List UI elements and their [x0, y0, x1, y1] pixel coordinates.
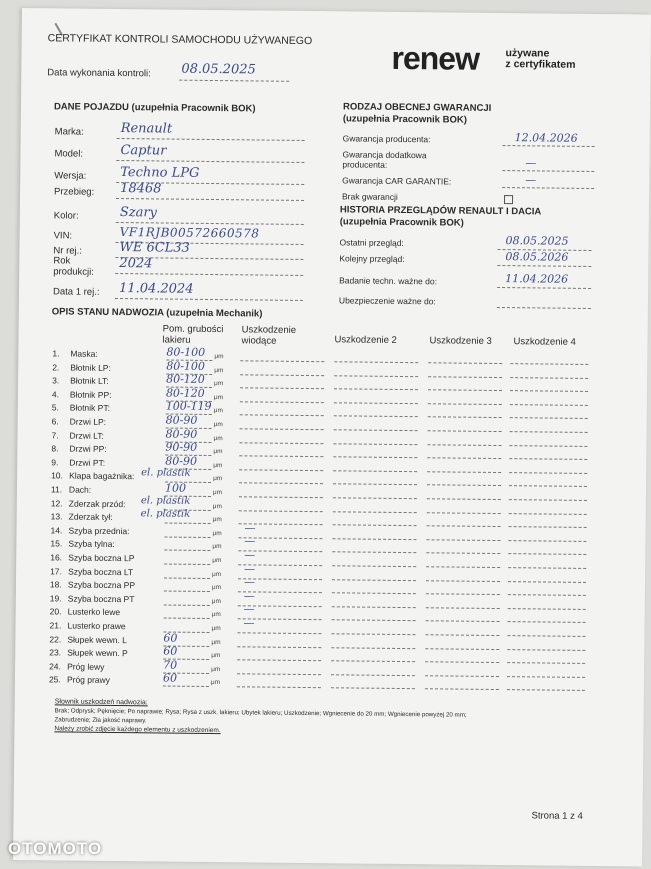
damage-line	[428, 376, 502, 378]
damage-line	[427, 485, 501, 487]
damage-line	[333, 456, 417, 458]
body-row-num: 14.	[50, 525, 63, 536]
damage-line	[426, 539, 500, 541]
body-row-label: Słupek wewn. P	[67, 647, 128, 659]
unit-label: μm	[211, 625, 221, 633]
vehicle-field-line	[115, 273, 303, 276]
body-row-num: 10.	[51, 470, 63, 481]
damage-line	[425, 661, 499, 663]
damage-line	[331, 633, 415, 635]
warranty-value: —	[525, 173, 537, 187]
body-row-num: 1.	[52, 348, 60, 359]
vehicle-field-label: VIN:	[53, 230, 73, 242]
damage-line	[425, 689, 499, 691]
damage-line	[428, 417, 502, 419]
otomoto-watermark: OTOMOTO	[8, 839, 103, 858]
body-row-num: 12.	[50, 497, 63, 509]
damage-line	[426, 621, 500, 623]
col-thickness: Pom. grubości lakieru	[162, 323, 224, 346]
body-row-num: 24.	[49, 661, 61, 672]
vehicle-field-label: Data 1 rej.:	[52, 286, 100, 298]
damage-line	[507, 690, 585, 692]
warranty-line	[503, 145, 595, 147]
body-row-num: 18.	[49, 579, 62, 590]
damage-line	[426, 566, 500, 568]
body-row-num: 15.	[50, 538, 63, 549]
unit-label: μm	[213, 393, 224, 401]
damage-mark: —	[244, 548, 256, 562]
col-damage4: Uszkodzenie 4	[513, 336, 576, 348]
damage-line	[426, 553, 500, 555]
dictionary-title: Słownik uszkodzeń nadwozia:	[54, 698, 148, 707]
damage-line	[333, 524, 417, 526]
damage-line	[331, 647, 415, 649]
logo-tagline: używane z certyfikatem	[505, 47, 576, 71]
damage-line	[508, 581, 586, 583]
history-line	[497, 287, 591, 289]
body-row-label: Drzwi PP:	[69, 443, 107, 455]
body-row-num: 9.	[51, 457, 59, 468]
damage-line	[333, 484, 417, 486]
body-row-num: 20.	[49, 606, 62, 617]
damage-mark: —	[243, 575, 256, 589]
damage-line	[507, 649, 585, 651]
history-label: Ubezpieczenie ważne do:	[338, 295, 436, 307]
history-header: HISTORIA PRZEGLĄDÓW RENAULT I DACIA	[339, 204, 542, 218]
history-value: 11.04.2026	[505, 272, 569, 286]
unit-label: μm	[211, 597, 222, 605]
vehicle-field-label: Kolor:	[53, 210, 79, 222]
thickness-value: 60	[163, 644, 178, 658]
vehicle-field-label: Marka:	[54, 126, 84, 138]
body-row-num: 4.	[51, 389, 60, 400]
thickness-value: el. plastik	[140, 508, 191, 520]
damage-line	[509, 486, 587, 488]
damage-mark: —	[243, 616, 255, 630]
thickness-line	[164, 550, 210, 551]
warranty-label: Gwarancja CAR GARANTIE:	[342, 175, 452, 187]
vehicle-field-value: Captur	[120, 143, 167, 159]
damage-line	[333, 497, 417, 499]
thickness-value: 80-100	[166, 359, 206, 373]
body-row-label: Błotnik LT:	[70, 375, 109, 387]
thickness-value: el. plastik	[140, 494, 191, 507]
damage-line	[237, 659, 321, 661]
thickness-value: 80-90	[165, 413, 198, 427]
warranty-value: —	[525, 156, 537, 170]
warranty-label: Brak gwarancji	[341, 191, 398, 202]
damage-line	[509, 513, 587, 515]
damage-line	[240, 387, 324, 389]
warranty-label: Gwarancja dodatkowa	[342, 149, 427, 161]
vehicle-field-line	[115, 298, 303, 301]
warranty-value: 12.04.2026	[514, 131, 578, 145]
damage-line	[239, 469, 323, 471]
damage-mark: —	[244, 521, 256, 535]
damage-line	[428, 362, 502, 364]
damage-line	[239, 455, 323, 457]
body-row-num: 21.	[49, 620, 62, 631]
damage-line	[426, 593, 500, 595]
damage-line	[510, 363, 588, 365]
unit-label: μm	[211, 611, 221, 619]
damage-line	[427, 525, 501, 527]
body-row-num: 23.	[49, 647, 62, 658]
thickness-value: 60	[163, 631, 178, 645]
vehicle-field-value: WE 6CL33	[119, 240, 190, 256]
unit-label: μm	[212, 502, 223, 510]
vehicle-field-value: Szary	[119, 205, 158, 221]
body-row-label: Szyba przednia:	[68, 525, 130, 536]
vehicle-field-label: Nr rej.:	[53, 245, 83, 257]
damage-line	[509, 526, 587, 528]
dictionary-line2: Zabrudzenie; Zła jakość naprawy.	[54, 716, 147, 725]
body-row-num: 19.	[49, 593, 62, 604]
thickness-line	[164, 577, 210, 578]
unit-label: μm	[213, 461, 223, 469]
col-damage1: Uszkodzenie wiodące	[241, 324, 297, 347]
vehicle-field-value: VF1RJB00572660578	[119, 225, 260, 241]
body-row-num: 2.	[52, 361, 60, 373]
damage-line	[427, 498, 501, 500]
unit-label: μm	[211, 584, 222, 592]
unit-label: μm	[214, 366, 224, 374]
damage-line	[507, 676, 585, 678]
damage-line	[239, 496, 323, 498]
damage-mark: —	[244, 561, 256, 576]
damage-line	[508, 567, 586, 569]
thickness-line	[164, 564, 210, 565]
body-row-label: Błotnik PT:	[69, 402, 111, 414]
vehicle-field-label: Model:	[54, 148, 84, 160]
damage-line	[332, 620, 416, 622]
body-row-label: Klapa bagażnika:	[69, 470, 135, 482]
vehicle-field-value: 18468	[120, 181, 162, 197]
damage-line	[331, 674, 415, 676]
damage-line	[510, 377, 588, 379]
damage-line	[508, 594, 586, 596]
body-row-label: Lusterko lewe	[67, 606, 121, 618]
unit-label: μm	[211, 665, 221, 673]
history-label: Ostatni przegląd:	[339, 237, 404, 249]
warranty-header: RODZAJ OBECNEJ GWARANCJI	[342, 101, 492, 114]
damage-mark: —	[244, 534, 256, 548]
damage-line	[237, 632, 321, 634]
damage-line	[509, 458, 587, 460]
thickness-value: 90-90	[165, 440, 198, 455]
damage-line	[332, 552, 416, 554]
vehicle-field-line	[116, 198, 304, 201]
damage-line	[508, 622, 586, 624]
damage-line	[332, 579, 416, 581]
damage-line	[239, 442, 323, 444]
history-value: 08.05.2025	[505, 234, 569, 248]
damage-line	[509, 499, 587, 501]
body-row-label: Drzwi LT:	[69, 430, 104, 441]
body-row-num: 22.	[49, 633, 62, 645]
damage-line	[428, 403, 502, 405]
unit-label: μm	[211, 638, 221, 646]
damage-line	[331, 688, 415, 690]
unit-label: μm	[211, 652, 221, 660]
damage-line	[332, 606, 416, 608]
history-label: Badanie techn. ważne do:	[339, 275, 438, 287]
thickness-line	[165, 523, 211, 524]
no-warranty-checkbox	[504, 195, 513, 204]
thickness-value: 80-100	[166, 345, 206, 359]
damage-line	[510, 390, 588, 392]
unit-label: μm	[214, 353, 224, 361]
thickness-value: el. plastik	[141, 467, 191, 480]
damage-line	[507, 662, 585, 664]
damage-line	[334, 375, 418, 377]
damage-line	[425, 675, 499, 677]
damage-line	[240, 360, 324, 362]
unit-label: μm	[213, 475, 223, 483]
dictionary-line3: Należy zrobić zdjęcie każdego elementu z uszkodzeniem.	[54, 725, 221, 735]
warranty-subheader: (uzupełnia Pracownik BOK)	[342, 113, 467, 126]
history-subheader: (uzupełnia Pracownik BOK)	[339, 216, 464, 229]
thickness-line	[164, 536, 210, 537]
body-row-num: 13.	[50, 511, 63, 522]
damage-line	[425, 648, 499, 650]
warranty-line	[502, 187, 594, 189]
unit-label: μm	[212, 529, 222, 537]
body-row-label: Próg lewy	[67, 661, 105, 672]
unit-label: μm	[212, 570, 222, 578]
vehicle-field-line	[117, 138, 305, 141]
body-row-num: 6.	[51, 416, 59, 427]
body-row-label: Maska:	[70, 348, 98, 359]
body-row-label: Szyba boczna LT	[68, 566, 134, 577]
inspection-date-label: Data wykonania kontroli:	[47, 67, 151, 80]
damage-line	[508, 554, 586, 556]
thickness-line	[163, 686, 209, 687]
vehicle-field-value: Techno LPG	[120, 165, 200, 181]
history-line	[497, 307, 591, 309]
damage-line	[509, 445, 587, 447]
damage-line	[510, 404, 588, 406]
damage-line	[240, 428, 324, 430]
damage-line	[507, 635, 585, 637]
body-row-label: Szyba boczna PT	[67, 593, 135, 605]
vehicle-field-value: Renault	[120, 121, 173, 137]
warranty-label: producenta:	[342, 159, 388, 170]
body-row-label: Szyba boczna PP	[67, 579, 136, 591]
unit-label: μm	[213, 434, 223, 442]
damage-line	[334, 429, 418, 431]
body-row-num: 5.	[51, 402, 59, 413]
col-damage3: Uszkodzenie 3	[429, 335, 492, 347]
body-row-label: Błotnik LP:	[70, 362, 111, 373]
damage-line	[508, 608, 586, 610]
unit-label: μm	[213, 421, 223, 429]
body-row-label: Dach:	[68, 484, 92, 495]
thickness-value: 100	[164, 481, 187, 495]
unit-label: μm	[213, 407, 223, 415]
damage-line	[240, 415, 324, 417]
damage-line	[333, 443, 417, 445]
vehicle-field-value: 2024	[119, 256, 153, 272]
body-row-label: Próg prawy	[66, 674, 111, 686]
thickness-line	[164, 591, 210, 592]
body-header: OPIS STANU NADWOZIA (uzupełnia Mechanik)	[51, 306, 263, 320]
thickness-value: 60	[162, 671, 178, 686]
damage-line	[427, 471, 501, 473]
unit-label: μm	[213, 448, 223, 456]
damage-line	[427, 457, 501, 459]
thickness-value: 80-120	[165, 386, 205, 400]
body-row-label: Drzwi LP:	[69, 416, 107, 427]
history-value: 08.05.2026	[505, 250, 569, 264]
damage-line	[334, 402, 418, 404]
damage-line	[333, 511, 417, 513]
damage-line	[237, 673, 321, 675]
vehicle-field-label: Rok	[53, 255, 71, 267]
damage-line	[426, 580, 500, 582]
inspection-date-value: 08.05.2025	[181, 61, 256, 78]
damage-line	[237, 687, 321, 689]
damage-line	[428, 389, 502, 391]
damage-line	[333, 470, 417, 472]
dictionary-line1: Brak; Odprysk; Pęknięcie; Po naprawie; Rysa; Rysa z uszk. lakieru; Ubytek lakieru; Uszkodzenie; Wgniecenie do 20 mm; Wgniecenie powyżej 20 mm;	[54, 707, 467, 719]
body-row-label: Drzwi PT:	[69, 457, 106, 468]
warranty-label: Gwarancja producenta:	[342, 133, 431, 145]
vehicle-field-label: produkcji:	[53, 266, 94, 278]
body-row-num: 3.	[52, 375, 60, 386]
damage-line	[510, 431, 588, 433]
damage-line	[332, 565, 416, 567]
damage-line	[334, 416, 418, 418]
unit-label: μm	[212, 516, 222, 524]
warranty-line	[502, 170, 594, 172]
certificate-page	[13, 8, 651, 867]
body-row-label: Zderzak przód:	[68, 498, 126, 509]
damage-mark: —	[243, 602, 255, 616]
unit-label: μm	[214, 380, 224, 388]
damage-line	[334, 388, 418, 390]
damage-line	[427, 512, 501, 514]
damage-line	[508, 540, 586, 542]
thickness-value: 80-90	[165, 427, 198, 441]
body-row-num: 11.	[50, 484, 63, 495]
damage-line	[426, 607, 500, 609]
page-number: Strona 1 z 4	[531, 810, 583, 822]
body-row-num: 8.	[51, 443, 59, 454]
col-damage2: Uszkodzenie 2	[334, 334, 397, 346]
thickness-line	[164, 604, 210, 605]
body-row-num: 25.	[48, 674, 61, 685]
damage-line	[240, 401, 324, 403]
body-row-label: Zderzak tył:	[68, 511, 113, 523]
thickness-value: 70	[163, 658, 178, 672]
history-line	[497, 265, 591, 267]
damage-line	[239, 483, 323, 485]
thickness-line	[164, 618, 210, 619]
vehicle-field-line	[116, 160, 304, 163]
damage-mark: —	[243, 589, 255, 603]
vehicle-field-label: Przebieg:	[54, 186, 95, 198]
unit-label: μm	[212, 489, 223, 497]
damage-line	[509, 472, 587, 474]
vehicle-field-value: 11.04.2024	[118, 281, 194, 297]
damage-line	[332, 592, 416, 594]
damage-line	[427, 444, 501, 446]
damage-line	[510, 418, 588, 420]
body-row-num: 7.	[51, 429, 59, 441]
renew-logo: renew	[391, 39, 480, 77]
damage-line	[428, 430, 502, 432]
damage-line	[237, 646, 321, 648]
unit-label: μm	[212, 557, 222, 565]
thickness-value: 80-90	[165, 454, 198, 468]
vehicle-header: DANE POJAZDU (uzupełnia Pracownik BOK)	[53, 101, 256, 115]
body-row-label: Szyba boczna LP	[68, 552, 135, 564]
thickness-value: 100-119	[165, 399, 212, 414]
damage-line	[239, 510, 323, 512]
vehicle-field-label: Wersja:	[54, 170, 87, 182]
history-label: Kolejny przegląd:	[339, 253, 405, 265]
body-row-label: Lusterko prawe	[67, 620, 126, 632]
damage-line	[331, 660, 415, 662]
unit-label: μm	[212, 543, 222, 551]
thickness-value: 80-120	[166, 372, 205, 387]
damage-line	[240, 374, 324, 376]
damage-line	[425, 634, 499, 636]
body-row-label: Szyba tylna:	[68, 538, 115, 550]
document-title: CERTYFIKAT KONTROLI SAMOCHODU UŻYWANEGO	[47, 32, 313, 48]
unit-label: μm	[210, 679, 221, 687]
damage-line	[334, 361, 418, 363]
body-row-num: 17.	[50, 565, 62, 577]
body-row-label: Błotnik PP:	[69, 389, 112, 400]
body-row-label: Słupek wewn. L	[67, 634, 127, 645]
body-row-num: 16.	[50, 552, 63, 563]
damage-line	[332, 538, 416, 540]
